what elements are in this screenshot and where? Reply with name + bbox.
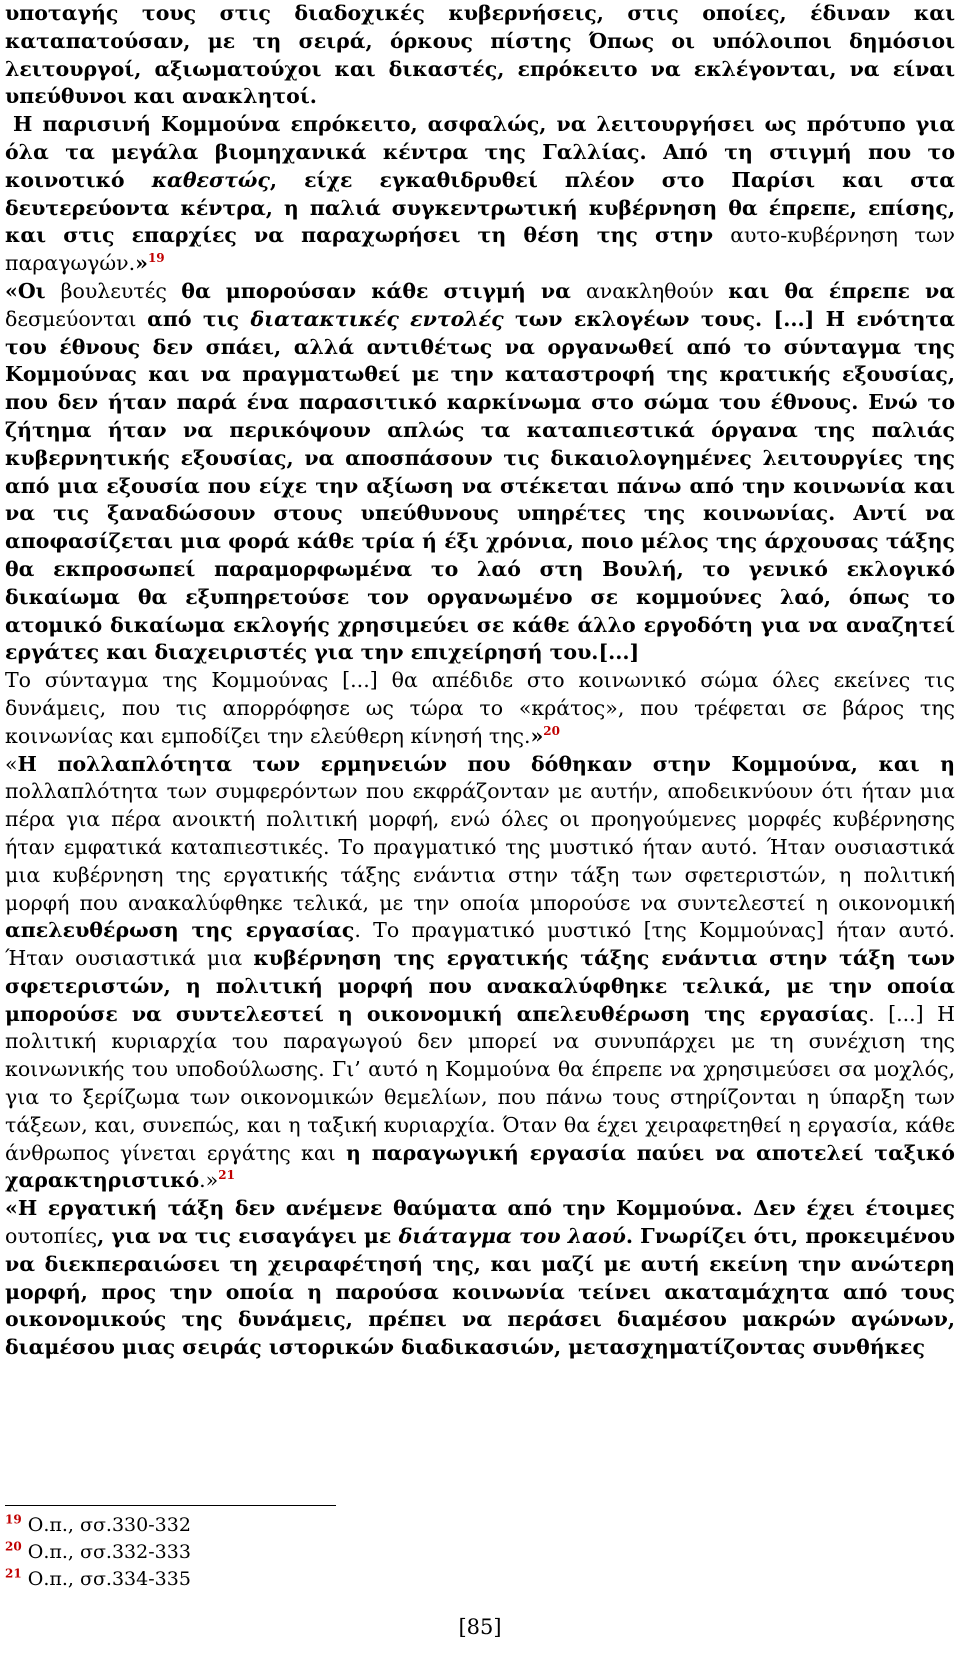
text-run: αυτο-κυβέρνηση των παραγωγών. [5, 223, 955, 276]
text-run: . Γνωρίζει ότι, προκειμένου να διεκπεραιώσει τη χειραφέτησή της, και μαζί με αυτή εκείνη την ανώτερη μορφή, προς την οποία η παρούσα κοινωνία τείνει ακαταμάχητα από τους οικονομικούς της δυνάμεις, πρέπει να περάσει διαμέσου μακρών αγώνων, διαμέσου μιας σειράς ιστορικών διαδικασιών, μετασχηματίζοντας συνθήκες [5, 1224, 955, 1360]
footnote-20 [5, 1539, 955, 1566]
page-number: [85] [458, 1615, 502, 1639]
footnote-21 [5, 1566, 955, 1593]
text-run: απελευθέρωση της εργασίας [5, 918, 355, 943]
footnote-number: 19 [5, 1512, 22, 1527]
text-run: «Οι [5, 278, 61, 303]
text-run: από τις [147, 306, 251, 331]
footnote-19 [5, 1512, 955, 1539]
body-text [5, 0, 955, 1362]
text-run: βουλευτές [60, 278, 182, 303]
footnote-number: 20 [5, 1539, 22, 1554]
paragraph [5, 751, 955, 1196]
paragraph [5, 1195, 955, 1362]
footnote-reference: 21 [218, 1168, 235, 1183]
text-run: υποταγής τους στις διαδοχικές κυβερνήσεις, στις οποίες, έδιναν και καταπατούσαν, με τη σειρά, όρκους πίστης Όπως οι υπόλοιποι δημόσιοι λειτουργοί, αξιωματούχοι και δικαστές, επρόκειτο να εκλέγονται, να είναι υπεύθυνοι και ανακλητοί. [5, 1, 955, 109]
text-run: , είχε εγκαθιδρυθεί πλέον στο Παρίσι και στα δευτερεύοντα κέντρα, η παλιά συγκεντρωτική κυβέρνηση θα έπρεπε, επίσης, και στις επαρχίες να παραχωρήσει τη θέση της στην [5, 167, 955, 248]
text-run: .» [199, 1168, 219, 1193]
text-run: , για να τις εισαγάγει με [97, 1224, 399, 1249]
text-run: Η παρισινή Κομμούνα επρόκειτο, ασφαλώς, να λειτουργήσει ως πρότυπο για όλα τα μεγάλα βιομηχανικά κέντρα της Γαλλίας. Από τη στιγμή που το κοινοτικό [5, 112, 955, 192]
text-run: η παραγωγική εργασία παύει να αποτελεί ταξικό χαρακτηριστικό [5, 1140, 955, 1193]
document-page [5, 0, 955, 1663]
footnote-reference: 19 [147, 251, 165, 266]
footnote-text: Ο.π., σσ.330-332 [27, 1514, 191, 1536]
text-run: των εκλογέων τους. [...] Η ενότητα του έθνους δεν σπάει, αλλά αντιθέτως να οργανωθεί από το σύνταγμα της Κομμούνας και να πραγματωθεί με την καταστροφή της κρατικής εξουσίας, που δεν ήταν παρά ένα παρασιτικό καρκίνωμα στο σώμα του έθνους. Ενώ το ζήτημα ήταν να περικόψουν απλώς τα καταπιεστικά όργανα της παλιάς κυβερνητικής εξουσίας, να αποσπάσουν τις δικαιολογημένες λειτουργίες της από μια εξουσία που είχε την αξίωση να στέκεται πάνω από την κοινωνία και να τις ξαναδώσουν στους υπεύθυνους υπηρέτες της κοινωνίας. Αντί να αποφασίζεται μια φορά κάθε τρία ή έξι χρόνια, ποιο μέλος της άρχουσας τάξης θα εκπροσωπεί παραμορφωμένα το λαό στη Βουλή, το γενικό εκλογικό δικαίωμα θα εξυπηρετούσε τον οργανωμένο σε κομμούνες λαό, όπως το ατομικό δικαίωμα εκλογής χρησιμεύει σε κάθε άλλο εργοδότη για να αναζητεί εργάτες και διαχειριστές για την επιχείρησή του.[...] [5, 306, 956, 665]
text-run: πολλαπλότητα των συμφερόντων που εκφράζονταν με αυτήν, αποδεικνύουν ότι ήταν μια πέρα για πέρα ανοικτή πολιτική μορφή, ενώ όλες οι προηγούμενες μορφές κυβέρνησης ήταν εμφατικά καταπιεστικές. Το πραγματικό της μυστικό ήταν αυτό. Ήταν ουσιαστικά μια κυβέρνηση της εργατικής τάξης ενάντια στην τάξη των σφετεριστών, η πολιτική μορφή που ανακαλύφθηκε τελικά, με την οποία μπορούσε να συντελεστεί η οικονομική [5, 779, 955, 915]
text-run: «Η εργατική τάξη δεν ανέμενε θαύματα από την Κομμούνα. Δεν έχει έτοιμες [5, 1196, 955, 1221]
text-run: » [135, 251, 148, 276]
text-run: Η πολλαπλότητα των ερμηνειών που δόθηκαν στην Κομμούνα, και η [17, 751, 955, 776]
text-run: . Το πραγματικό μυστικό [της Κομμούνας] ήταν αυτό. Ήταν ουσιαστικά μια [5, 918, 955, 971]
text-run: ανακληθούν [585, 278, 729, 303]
paragraph [5, 0, 955, 111]
text-run: » [530, 723, 544, 748]
text-run: Το σύνταγμα της Κομμούνας [...] θα απέδιδε στο κοινωνικό σώμα όλες εκείνες τις δυνάμεις, που τις απορρόφησε ως τώρα το «κράτος», που τρέφεται σε βάρος της κοινωνίας και εμποδίζει την ελεύθερη κίνησή της. [5, 668, 955, 748]
footnote-number: 21 [5, 1566, 22, 1581]
footnotes [5, 1512, 955, 1593]
footnote-text: Ο.π., σσ.332-333 [27, 1541, 191, 1563]
text-run: διάταγμα του λαού [398, 1224, 626, 1249]
paragraph [5, 111, 955, 278]
footnote-separator [5, 1505, 336, 1506]
text-run: δεσμεύονται [5, 306, 148, 331]
footnote-text: Ο.π., σσ.334-335 [27, 1568, 191, 1590]
text-run: διατακτικές εντολές [250, 306, 504, 331]
text-run: και θα έπρεπε να [728, 278, 955, 303]
paragraph [5, 278, 955, 667]
paragraph [5, 667, 955, 750]
footnote-reference: 20 [543, 723, 560, 738]
text-run: . [...] Η πολιτική κυριαρχία του παραγωγού δεν μπορεί να συνυπάρχει με τη συνέχιση της κοινωνικής του υποδούλωσης. Γι’ αυτό η Κομμούνα θα έπρεπε να χρησιμεύσει σα μοχλός, για το ξερίζωμα των οικονομικών θεμελίων, που πάνω τους στηρίζονται η ύπαρξη των τάξεων, και, συνεπώς, και η ταξική κυριαρχία. Όταν θα έχει χειραφετηθεί η εργασία, κάθε άνθρωπος γίνεται εργάτης και [5, 1001, 955, 1165]
text-run: θα μπορούσαν κάθε στιγμή να [181, 278, 586, 303]
text-run: « [5, 751, 18, 776]
text-run: κυβέρνηση της εργατικής τάξης ενάντια στην τάξη των σφετεριστών, η πολιτική μορφή που ανακαλύφθηκε τελικά, με την οποία μπορούσε να συντελεστεί η οικονομική απελευθέρωση της εργασίας [5, 946, 955, 1026]
text-run: καθεστώς [151, 167, 270, 192]
text-run: ουτοπίες [5, 1224, 98, 1249]
